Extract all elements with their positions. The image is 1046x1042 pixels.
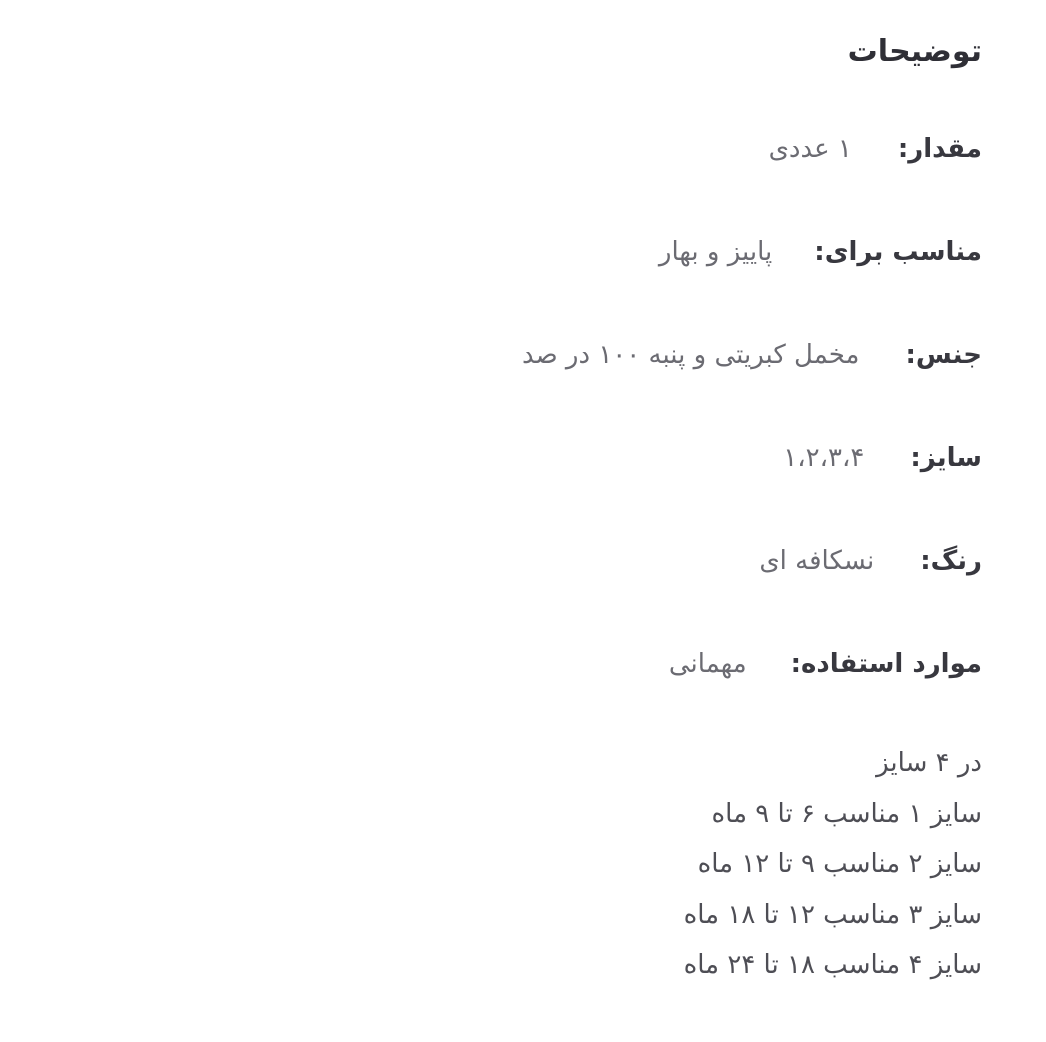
spec-value-season: پاییز و بهار: [658, 237, 773, 267]
spec-row-material: [0, 326, 982, 384]
spec-value-size: ۱،۲،۳،۴: [783, 443, 865, 473]
spec-value-color: نسکافه ای: [759, 546, 875, 576]
description-text: [0, 738, 982, 991]
section-title: توضیحات: [847, 34, 982, 69]
spec-label-usage: موارد استفاده:: [790, 649, 982, 679]
spec-label-material: جنس:: [905, 340, 982, 370]
spec-list: [0, 120, 982, 693]
spec-value-material: مخمل کبریتی و پنبه ۱۰۰ در صد: [521, 340, 860, 370]
description-line: سایز ۲ مناسب ۹ تا ۱۲ ماه: [697, 849, 982, 879]
spec-label-quantity: مقدار:: [897, 134, 982, 164]
description-line: سایز ۱ مناسب ۶ تا ۹ ماه: [711, 798, 982, 829]
spec-row-season: [0, 223, 982, 281]
spec-value-quantity: ۱ عددی: [768, 134, 852, 164]
description-line: سایز ۳ مناسب ۱۲ تا ۱۸ ماه: [683, 899, 982, 930]
spec-label-color: رنگ:: [920, 546, 982, 576]
spec-label-season: مناسب برای:: [814, 237, 982, 267]
spec-row-usage: [0, 635, 982, 693]
spec-label-size: سایز:: [910, 443, 982, 473]
spec-row-color: [0, 532, 982, 590]
spec-row-quantity: [0, 120, 982, 178]
spec-row-size: [0, 429, 982, 487]
spec-value-usage: مهمانی: [668, 649, 747, 679]
description-line: سایز ۴ مناسب ۱۸ تا ۲۴ ماه: [683, 950, 982, 980]
description-line: در ۴ سایز: [876, 748, 982, 778]
